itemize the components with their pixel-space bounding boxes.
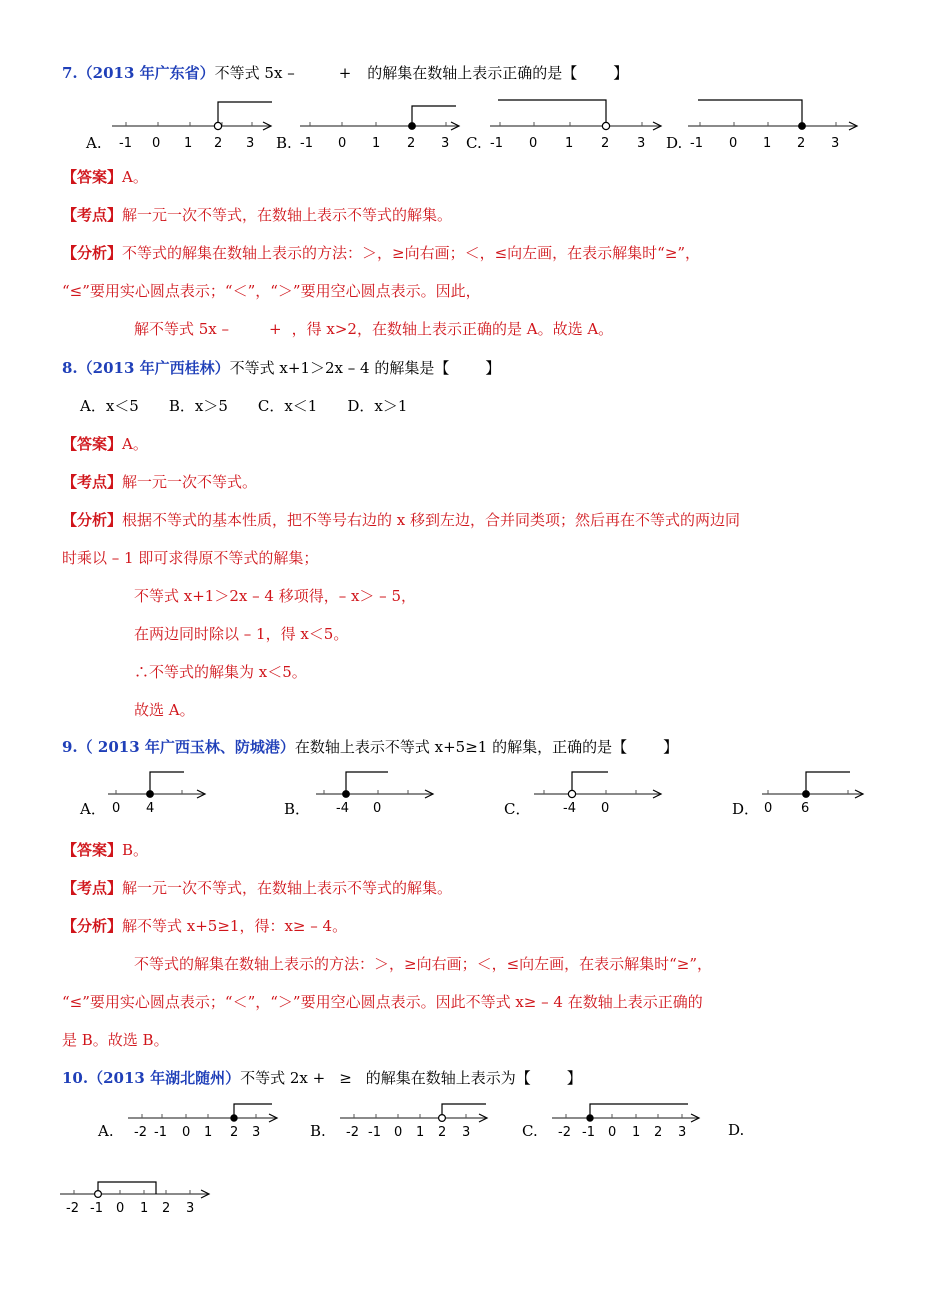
solution-ray — [150, 772, 184, 794]
q9-stem — [62, 737, 678, 757]
q10-bracket-close: 】 — [566, 1069, 582, 1087]
q7-analysis-line1 — [62, 243, 700, 263]
tick-label: 1 — [140, 1201, 149, 1216]
analysis-text: 不等式的解集在数轴上表示的方法：＞，≥向右画；＜，≤向左画，在表示解集时“≥”， — [122, 244, 701, 262]
q9-option-d-label: D． — [732, 800, 760, 818]
tick-label: 2 — [230, 1125, 239, 1140]
q7-option-c-label: C. — [466, 134, 482, 152]
tick-label: 1 — [204, 1125, 213, 1140]
tick-label: -4 — [336, 801, 349, 816]
tick-label: 1 — [184, 136, 193, 151]
q7-stem-part3: 的解集在数轴上表示正确的是【 — [367, 64, 578, 82]
answer-text: A。 — [122, 168, 148, 186]
point-text: 解一元一次不等式。 — [122, 473, 258, 491]
tick-label: 0 — [764, 801, 773, 816]
tick-label: -2 — [558, 1125, 571, 1140]
q10-option-c-numberline — [522, 1100, 702, 1146]
q7-stem-part1: 不等式 5x – — [214, 64, 295, 82]
analysis-text: 解不等式 5x – — [134, 320, 230, 338]
open-dot — [214, 122, 221, 129]
tick-label: 2 — [214, 136, 223, 151]
q9-option-b-label: B． — [284, 800, 311, 818]
tick-label: 2 — [162, 1201, 171, 1216]
analysis-tag: 【分析】 — [62, 917, 123, 935]
open-dot — [602, 122, 609, 129]
q10-stem-part1: 不等式 2x + — [240, 1069, 326, 1087]
q9-bracket-close: 】 — [663, 738, 679, 756]
q8-stem — [62, 358, 500, 378]
q10-option-c-label: C. — [522, 1122, 538, 1140]
q8-analysis-line1 — [62, 510, 740, 530]
tick-label: 0 — [529, 136, 538, 151]
solution-ray — [234, 1104, 272, 1118]
solution-ray — [412, 106, 456, 126]
solution-ray — [442, 1104, 486, 1118]
solution-ray — [98, 1182, 156, 1194]
q7-analysis-line3 — [134, 319, 613, 339]
q8-answer — [62, 434, 148, 454]
q7-option-a-numberline — [86, 96, 276, 152]
tick-label: -1 — [119, 136, 132, 151]
tick-label: 2 — [654, 1125, 663, 1140]
q7-number: 7. — [62, 64, 78, 82]
q9-option-b-numberline — [284, 768, 434, 820]
q9-analysis-line2: 不等式的解集在数轴上表示的方法：＞，≥向右画；＜，≤向左画，在表示解集时“≥”， — [134, 955, 713, 973]
q8-source: （2013 年广西桂林） — [77, 359, 230, 377]
q8-stem-text: 不等式 x+1＞2x – 4 的解集是【 — [229, 359, 450, 377]
tick-label: 2 — [438, 1125, 447, 1140]
answer-tag: 【答案】 — [62, 841, 123, 859]
q9-option-d-numberline — [732, 768, 866, 820]
tick-label: 3 — [441, 136, 450, 151]
q8-point — [62, 472, 257, 492]
analysis-tag: 【分析】 — [62, 511, 123, 529]
q9-point — [62, 878, 452, 898]
q9-option-c-label: C． — [504, 800, 531, 818]
point-tag: 【考点】 — [62, 206, 123, 224]
q8-step4: 故选 A。 — [134, 701, 195, 719]
q10-option-d-numberline — [60, 1180, 216, 1220]
q9-answer — [62, 840, 148, 860]
tick-label: 1 — [632, 1125, 641, 1140]
answer-tag: 【答案】 — [62, 435, 123, 453]
point-tag: 【考点】 — [62, 473, 123, 491]
tick-label: 4 — [146, 801, 155, 816]
tick-label: -1 — [90, 1201, 103, 1216]
q10-number: 10. — [62, 1069, 89, 1087]
tick-label: -1 — [300, 136, 313, 151]
tick-label: -1 — [490, 136, 503, 151]
q10-option-b-numberline — [310, 1100, 492, 1146]
solution-ray — [806, 772, 850, 794]
q8-step3: ∴不等式的解集为 x＜5。 — [134, 663, 307, 681]
q9-analysis-line1 — [62, 916, 347, 936]
q8-option-d: D．x＞1 — [347, 397, 408, 415]
tick-label: -1 — [690, 136, 703, 151]
q10-option-b-label: B. — [310, 1122, 326, 1140]
solution-ray — [572, 772, 608, 794]
analysis-text: + — [269, 320, 282, 338]
tick-label: 0 — [601, 801, 610, 816]
solid-dot — [231, 1115, 237, 1121]
answer-tag: 【答案】 — [62, 168, 123, 186]
tick-label: 1 — [372, 136, 381, 151]
solid-dot — [803, 791, 810, 798]
point-tag: 【考点】 — [62, 879, 123, 897]
q10-option-a-numberline — [98, 1100, 278, 1146]
tick-label: 0 — [729, 136, 738, 151]
tick-label: 0 — [116, 1201, 125, 1216]
q7-analysis-line2: “≤”要用实心圆点表示；“＜”，“＞”要用空心圆点表示。因此， — [62, 282, 481, 300]
tick-label: 0 — [182, 1125, 191, 1140]
tick-label: -2 — [66, 1201, 79, 1216]
q10-option-a-label: A. — [98, 1122, 114, 1140]
q9-option-c-numberline — [504, 768, 664, 820]
point-text: 解一元一次不等式，在数轴上表示不等式的解集。 — [122, 206, 453, 224]
tick-label: 3 — [246, 136, 255, 151]
q8-option-c: C．x＜1 — [257, 397, 318, 415]
q10-source: （2013 年湖北随州） — [88, 1069, 241, 1087]
q7-stem — [62, 63, 628, 83]
tick-label: 2 — [601, 136, 610, 151]
tick-label: 0 — [112, 801, 121, 816]
tick-label: -1 — [582, 1125, 595, 1140]
analysis-text: 解不等式 x+5≥1，得：x≥ – 4。 — [122, 917, 348, 935]
q7-option-b-numberline — [276, 96, 466, 152]
tick-label: 0 — [338, 136, 347, 151]
q10-stem — [62, 1068, 582, 1088]
tick-label: 1 — [416, 1125, 425, 1140]
q7-option-a-label: A. — [86, 134, 102, 152]
q9-source: （ 2013 年广西玉林、防城港） — [77, 738, 295, 756]
q8-step2: 在两边同时除以 – 1，得 x＜5。 — [134, 625, 349, 643]
solution-ray — [590, 1104, 688, 1118]
tick-label: 1 — [565, 136, 574, 151]
q7-option-d-label: D. — [666, 134, 683, 152]
tick-label: -4 — [563, 801, 576, 816]
open-dot — [439, 1115, 446, 1122]
solution-ray — [346, 772, 388, 794]
tick-label: -2 — [134, 1125, 147, 1140]
solution-ray — [698, 100, 802, 126]
q7-bracket-close: 】 — [613, 64, 629, 82]
q7-option-c-numberline — [466, 96, 666, 152]
solution-ray — [498, 100, 606, 126]
tick-label: 1 — [763, 136, 772, 151]
tick-label: 3 — [831, 136, 840, 151]
q7-point — [62, 205, 452, 225]
answer-text: B。 — [122, 841, 149, 859]
q10-option-d-label: D. — [728, 1121, 745, 1139]
q8-options — [80, 396, 407, 416]
open-dot — [568, 790, 575, 797]
tick-label: 2 — [797, 136, 806, 151]
tick-label: -2 — [346, 1125, 359, 1140]
q7-answer — [62, 167, 148, 187]
q7-source: （2013 年广东省） — [77, 64, 215, 82]
tick-label: 3 — [678, 1125, 687, 1140]
tick-label: 0 — [394, 1125, 403, 1140]
tick-label: 2 — [407, 136, 416, 151]
tick-label: 0 — [608, 1125, 617, 1140]
analysis-text: 根据不等式的基本性质，把不等号右边的 x 移到左边，合并同类项；然后再在不等式的两边同 — [122, 511, 741, 529]
q9-number: 9. — [62, 738, 78, 756]
q8-option-a: A．x＜5 — [80, 397, 139, 415]
tick-label: -1 — [154, 1125, 167, 1140]
solid-dot — [799, 123, 806, 130]
tick-label: 0 — [373, 801, 382, 816]
q8-number: 8. — [62, 359, 78, 377]
solid-dot — [587, 1115, 593, 1121]
q9-stem-text: 在数轴上表示不等式 x+5≥1 的解集，正确的是【 — [294, 738, 628, 756]
point-text: 解一元一次不等式，在数轴上表示不等式的解集。 — [122, 879, 453, 897]
tick-label: 0 — [152, 136, 161, 151]
q8-option-b: B．x＞5 — [168, 397, 228, 415]
tick-label: 6 — [801, 801, 810, 816]
q8-step1: 不等式 x+1＞2x – 4 移项得，– x＞ – 5， — [134, 587, 416, 605]
open-dot — [95, 1191, 102, 1198]
analysis-text: ，得 x>2，在数轴上表示正确的是 A。故选 A。 — [291, 320, 614, 338]
q8-bracket-close: 】 — [485, 359, 501, 377]
solid-dot — [409, 123, 416, 130]
tick-label: 3 — [637, 136, 646, 151]
tick-label: 3 — [462, 1125, 471, 1140]
analysis-tag: 【分析】 — [62, 244, 123, 262]
q7-stem-part2: + — [338, 64, 352, 82]
q7-option-b-label: B. — [276, 134, 292, 152]
tick-label: 3 — [186, 1201, 195, 1216]
solid-dot — [147, 791, 154, 798]
solid-dot — [343, 791, 350, 798]
q10-stem-part2: ≥ — [339, 1069, 352, 1087]
q7-option-d-numberline — [666, 96, 862, 152]
q9-option-a-label: A． — [80, 800, 106, 818]
q10-stem-part3: 的解集在数轴上表示为【 — [365, 1069, 531, 1087]
q9-analysis-line4: 是 B。故选 B。 — [62, 1031, 169, 1049]
q9-analysis-line3: “≤”要用实心圆点表示；“＜”，“＞”要用空心圆点表示。因此不等式 x≥ – 4 在数轴上表示正确的 — [62, 993, 703, 1011]
q8-analysis-line2: 时乘以 – 1 即可求得原不等式的解集； — [62, 549, 319, 567]
tick-label: -1 — [368, 1125, 381, 1140]
tick-label: 3 — [252, 1125, 261, 1140]
q9-option-a-numberline — [80, 768, 210, 820]
answer-text: A。 — [122, 435, 148, 453]
